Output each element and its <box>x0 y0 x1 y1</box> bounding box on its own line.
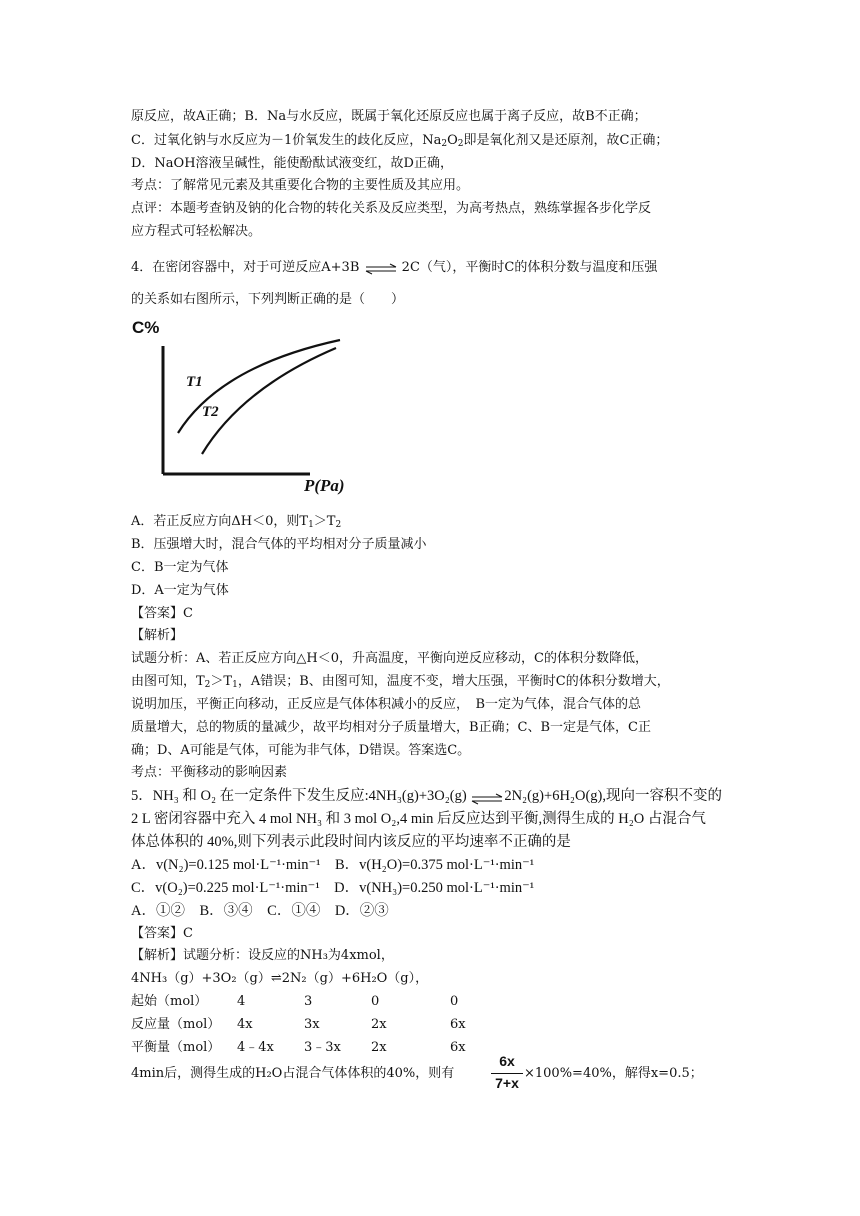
table-cell: 0 <box>450 994 459 1009</box>
text-line: 应方程式可轻松解决。 <box>131 224 262 239</box>
table-cell: 2x <box>371 1017 387 1032</box>
analysis-line: 【解析】试题分析：设反应的NH₃为4xmol， <box>131 948 394 963</box>
table-cell: 3﹣3x <box>304 1040 341 1055</box>
text-line: 4min后，测得生成的H₂O占混合气体体积的40%，则有 <box>131 1066 455 1081</box>
reversible-arrow-icon <box>470 791 504 803</box>
curve-label-t1: T1 <box>186 374 203 390</box>
table-cell: 2x <box>371 1040 387 1055</box>
text-line: 点评：本题考查钠及钠的化合物的转化关系及反应类型，为高考热点，熟练掌握各步化学反 <box>131 201 652 216</box>
equilibrium-graph <box>132 318 360 507</box>
option-row-cd: C．v(O₂)=0.225 mol·L⁻¹·min⁻¹ D．v(NH₃)=0.250 mol·L⁻¹·min⁻¹ <box>131 880 535 896</box>
reversible-arrow-icon <box>364 262 398 274</box>
analysis-line: 质量增大，总的物质的量减少，故平均相对分子质量增大，B正确；C、B一定是气体，C正 <box>131 720 652 735</box>
answer: 【答案】C <box>131 926 193 941</box>
analysis-line: 说明加压，平衡正向移动，正反应是气体体积减小的反应， B一定为气体，混合气体的总 <box>131 697 642 712</box>
text-line: 考点：了解常见元素及其重要化合物的主要性质及其应用。 <box>131 178 470 193</box>
table-cell: 6x <box>450 1017 466 1032</box>
analysis-title: 【解析】 <box>131 628 184 643</box>
question-5-stem-cont: 体总体积的 40%,则下列表示此段时间内该反应的平均速率不正确的是 <box>131 834 571 850</box>
choice-row: A．①② B．③④ C．①④ D．②③ <box>131 903 389 919</box>
answer: 【答案】C <box>131 606 193 621</box>
x-axis-label: P(Pa) <box>304 476 345 495</box>
table-cell: 4x <box>237 1017 253 1032</box>
table-cell: 3x <box>304 1017 320 1032</box>
table-cell: 3 <box>304 994 313 1009</box>
option-row-ab: A．v(N₂)=0.125 mol·L⁻¹·min⁻¹ B．v(H₂O)=0.375 mol·L⁻¹·min⁻¹ <box>131 857 535 873</box>
table-cell: 4﹣4x <box>237 1040 274 1055</box>
equation-line: 4NH₃（g）+3O₂（g）⇌2N₂（g）+6H₂O（g）， <box>131 971 429 986</box>
curve-t2 <box>202 348 336 454</box>
curve-label-t2: T2 <box>202 404 219 420</box>
text-line: C．过氧化钠与水反应为－1价氧发生的歧化反应，$Na_2O_2$即是氧化剂又是还原剂，故C正确； <box>131 133 669 149</box>
question-5-stem: 5．NH₃ 和 O₂ 在一定条件下发生反应:4NH₃(g)+3O₂(g) 2N₂(g)+6H₂O(g),现向一容积不变的 <box>131 788 722 804</box>
question-5-stem-cont: 2 L 密闭容器中充入 4 mol NH₃ 和 3 mol O₂,4 min 后反应达到平衡,测得生成的 H₂O 占混合气 <box>131 811 706 827</box>
key-point: 考点：平衡移动的影响因素 <box>131 765 288 780</box>
y-axis-label: C% <box>132 318 160 337</box>
table-cell: 起始（mol） <box>131 994 208 1009</box>
table-cell: 4 <box>237 994 246 1009</box>
text-line: D．NaOH溶液呈碱性，能使酚酞试液变红，故D正确， <box>131 156 453 171</box>
option-a: A．若正反应方向ΔH＜0，则$T_1>T_2$ <box>131 514 342 530</box>
table-cell: 0 <box>371 994 380 1009</box>
fraction-bar <box>491 1073 523 1074</box>
fraction-denominator: 7+x <box>495 1075 519 1091</box>
fraction-numerator: 6x <box>499 1053 515 1069</box>
table-cell: 6x <box>450 1040 466 1055</box>
option-b: B．压强增大时，混合气体的平均相对分子质量减小 <box>131 537 427 552</box>
analysis-line: 由图可知，$T_2>T_1$，A错误；B、由图可知，温度不变，增大压强，平衡时C的体积分数增大， <box>131 674 670 690</box>
analysis-line: 试题分析：A、若正反应方向△H＜0，升高温度，平衡向逆反应移动，C的体积分数降低， <box>131 651 648 666</box>
table-cell: 反应量（mol） <box>131 1017 221 1032</box>
option-d: D．A一定为气体 <box>131 583 229 598</box>
analysis-line: 确；D、A可能是气体，可能为非气体，D错误。答案选C。 <box>131 743 471 758</box>
question-4-stem-cont: 的关系如右图所示，下列判断正确的是（ ） <box>131 292 405 307</box>
question-4-stem: 4．在密闭容器中，对于可逆反应A+3B 2C（气），平衡时C的体积分数与温度和压强 <box>131 260 658 275</box>
text-line: ×100%=40%，解得x=0.5； <box>524 1066 703 1081</box>
option-c: C．B一定为气体 <box>131 560 229 575</box>
table-cell: 平衡量（mol） <box>131 1040 221 1055</box>
text-line: 原反应，故A正确；B．Na与水反应，既属于氧化还原反应也属于离子反应，故B不正确； <box>131 109 647 124</box>
